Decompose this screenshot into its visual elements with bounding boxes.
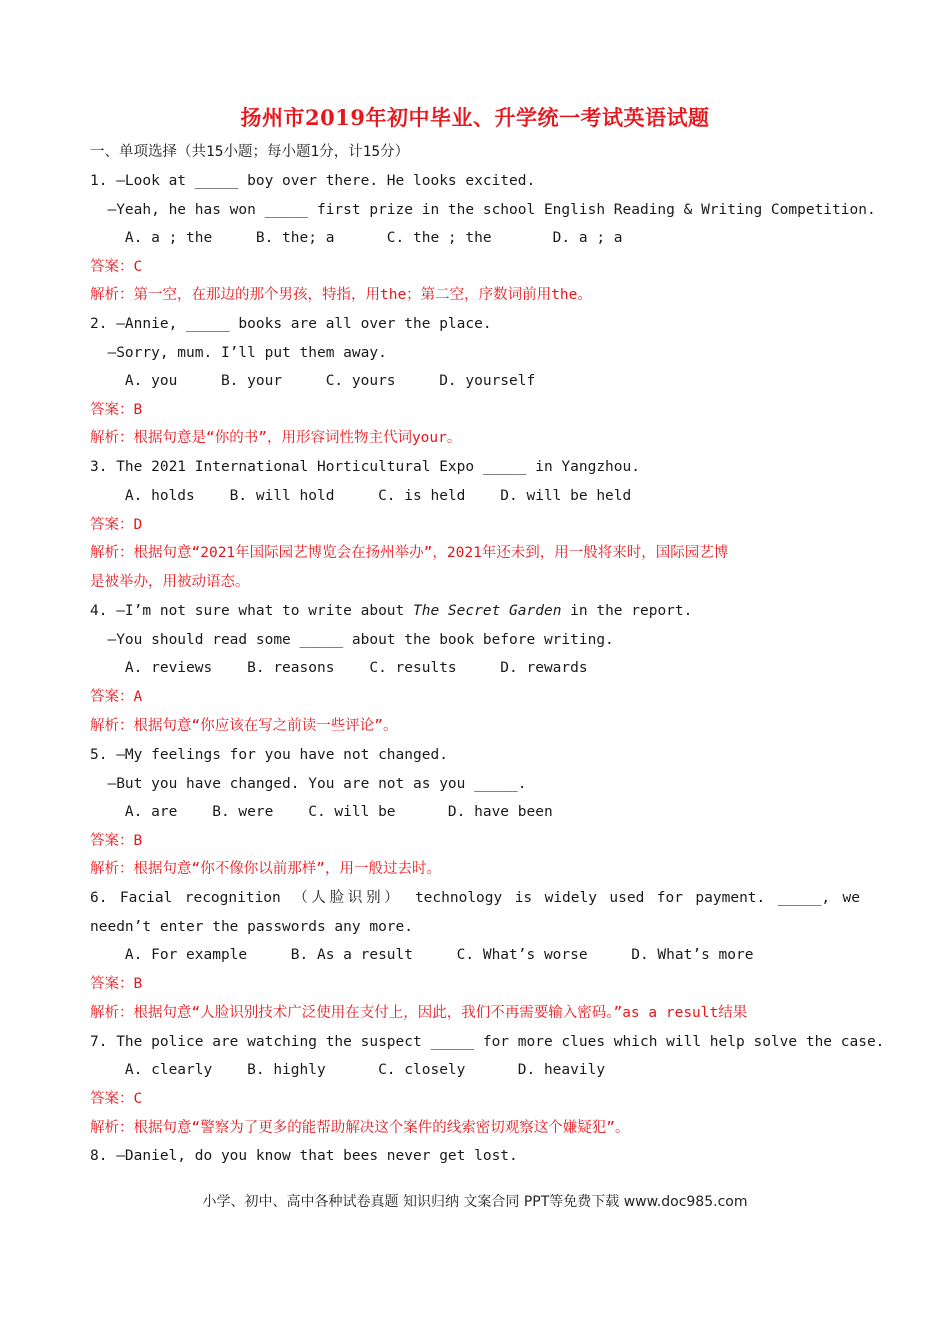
question-2-analysis: 解析：根据句意是“你的书”，用形容词性物主代词your。: [90, 430, 462, 446]
question-3-answer: 答案：D: [90, 517, 143, 533]
question-7-line-1: 7. The police are watching the suspect _____ for more clues which will help solve the case.: [90, 1034, 885, 1050]
question-4-prefix: 4. —I’m not sure what to write about: [90, 603, 414, 619]
question-6-answer: 答案：B: [90, 976, 143, 992]
exam-title: 扬州市2019年初中毕业、升学统一考试英语试题: [240, 105, 710, 130]
question-7-options: A. clearly B. highly C. closely D. heavily: [90, 1062, 606, 1078]
question-6-line-2: needn’t enter the passwords any more.: [90, 919, 414, 935]
question-6-analysis: 解析：根据句意“人脸识别技术广泛使用在支付上，因此，我们不再需要输入密码。”as a result结果: [90, 1005, 748, 1021]
question-5-analysis: 解析：根据句意“你不像你以前那样”，用一般过去时。: [90, 861, 441, 877]
question-2-answer: 答案：B: [90, 402, 143, 418]
question-4-line-1: [90, 601, 692, 621]
question-4-line-2: —You should read some _____ about the book before writing.: [90, 632, 614, 648]
question-2-line-1: 2. —Annie, _____ books are all over the place.: [90, 316, 492, 332]
question-3-analysis-cont: 是被举办，用被动语态。: [90, 574, 250, 590]
question-5-options: A. are B. were C. will be D. have been: [90, 804, 553, 820]
question-1-analysis: 解析：第一空，在那边的那个男孩，特指，用the；第二空，序数词前用the。: [90, 287, 592, 303]
question-4-answer: 答案：A: [90, 689, 143, 705]
question-1-answer: 答案：C: [90, 259, 143, 275]
question-4-suffix: in the report.: [561, 603, 693, 619]
question-8-line-1: 8. —Daniel, do you know that bees never get lost.: [90, 1148, 518, 1164]
question-5-line-1: 5. —My feelings for you have not changed.: [90, 747, 448, 763]
question-2-options: A. you B. your C. yours D. yourself: [90, 373, 536, 389]
question-6-line-1: 6. Facial recognition （人脸识别） technology is widely used for payment. _____, we: [90, 890, 860, 906]
question-1-line-1: 1. —Look at _____ boy over there. He looks excited.: [90, 173, 536, 189]
question-5-line-2: —But you have changed. You are not as you _____.: [90, 776, 527, 792]
question-7-analysis: 解析：根据句意“警察为了更多的能帮助解决这个案件的线索密切观察这个嫌疑犯”。: [90, 1120, 630, 1136]
question-3-analysis: 解析：根据句意“2021年国际园艺博览会在扬州举办”，2021年还未到，用一般将来时，国际园艺博: [90, 545, 729, 561]
question-4-options: A. reviews B. reasons C. results D. rewards: [90, 660, 588, 676]
footer-promo: 小学、初中、高中各种试卷真题 知识归纳 文案合同 PPT等免费下载 www.doc985.com: [202, 1194, 748, 1210]
question-1-options: A. a ; the B. the; a C. the ; the D. a ; a: [90, 230, 623, 246]
section-heading: 一、单项选择（共15小题；每小题1分，计15分）: [90, 144, 410, 160]
question-3-line-1: 3. The 2021 International Horticultural Expo _____ in Yangzhou.: [90, 459, 640, 475]
question-2-line-2: —Sorry, mum. I’ll put them away.: [90, 345, 387, 361]
question-7-answer: 答案：C: [90, 1091, 143, 1107]
question-1-line-2: —Yeah, he has won _____ first prize in the school English Reading & Writing Competition.: [90, 202, 876, 218]
question-5-answer: 答案：B: [90, 833, 143, 849]
question-4-analysis: 解析：根据句意“你应该在写之前读一些评论”。: [90, 718, 398, 734]
question-3-options: A. holds B. will hold C. is held D. will be held: [90, 488, 632, 504]
book-title: The Secret Garden: [413, 603, 562, 619]
question-6-options: A. For example B. As a result C. What’s worse D. What’s more: [90, 947, 754, 963]
